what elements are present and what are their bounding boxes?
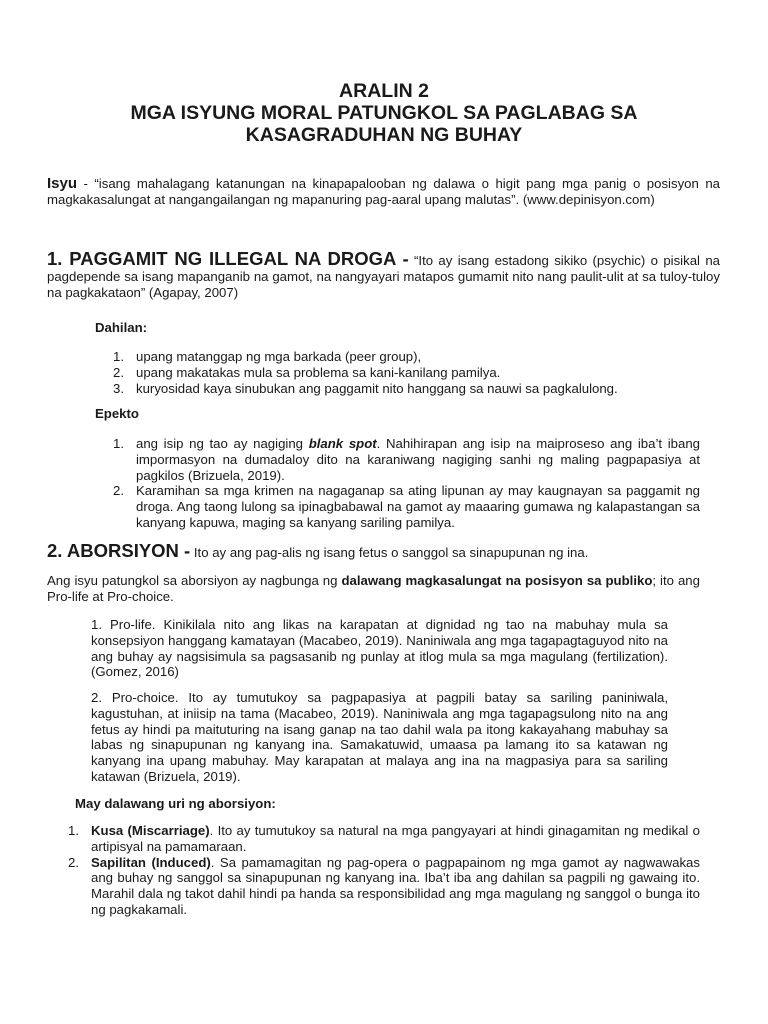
dahilan-label: Dahilan: <box>95 320 148 335</box>
list-item: 2. Sapilitan (Induced). Sa pamamagitan ng pag-opera o pagpapainom ng mga gamot ay nagwawakas ang buhay ng sanggol sa sinapupunan ng kanyang ina. Iba’t iba ang dahilan sa pagpili ng gawaing ito. Marahil dala ng takot dahil hindi pa handa sa responsibilidad ang mga magulang ng sanggol o bunga ito ng pagkakamali. <box>68 854 700 917</box>
lesson-number: ARALIN 2 <box>339 80 429 102</box>
pro-choice-paragraph: 2. Pro-choice. Ito ay tumutukoy sa pagpapasiya at pagpili batay sa sariling paniniwala, kagustuhan, at iniisip na tama (Macabeo, 2019). Naniniwala ang mga tagapagsulong nito na ang fetus ay hindi pa maituturing na isang ganap na tao dahil wala pa itong kakayahang mabuhay sa labas ng sinapupunan ng kanyang ina. Samakatuwid, umaasa pa lamang ito sa katawan ng kanyang ina upang mabuhay. May karapatan at malaya ang ina na magpasiya para sa sariling katawan (Brizuela, 2019). <box>91 690 668 784</box>
dahilan-list <box>113 349 716 396</box>
pro-life-paragraph: 1. Pro-life. Kinikilala nito ang likas na karapatan at dignidad ng tao na mabuhay mula sa konsepsiyon hanggang kamatayan (Macabeo, 2019). Naniniwala ang mga tagapagtaguyod nito na ang buhay ay nagsisimula sa pagsasanib ng punlay at itlog mula sa mga magulang (fertilization). (Gomez, 2016) <box>91 617 668 680</box>
section-2 <box>47 540 720 561</box>
lesson-title-line-2: KASAGRADUHAN NG BUHAY <box>245 124 523 146</box>
lesson-title-line-1: MGA ISYUNG MORAL PATUNGKOL SA PAGLABAG SA <box>130 102 638 124</box>
lesson-title-block <box>0 80 768 146</box>
section-1-definition: “Ito ay isang estadong sikiko (psychic) o pisikal na pagdepende sa isang mapanganib na gamot, na nangyayari matapos gumamit nito nang paulit-ulit at sa tuloy-tuloy na pagkakataon” (Agapay, 2007) <box>47 253 720 300</box>
list-item: 1. Kusa (Miscarriage). Ito ay tumutukoy sa natural na mga pangyayari at hindi ginagamitan ng medikal o artipisyal na pamamaraan. <box>68 823 700 854</box>
isyu-text: - “isang mahalagang katanungan na kinapapalooban ng dalawa o higit pang mga panig o posisyon na magkakasalungat at nangangailangan ng mapanuring pag-aaral upang malutas”. (www.depinisyon.com) <box>47 176 720 207</box>
section-2-heading: 2. ABORSIYON - <box>47 540 191 561</box>
list-item: 2. Karamihan sa mga krimen na nagaganap sa ating lipunan ay may kaugnayan sa paggamit ng droga. Ang taong lulong sa ipinagbabawal na gamot ay maaaring gumawa ng kalapastangan sa kanyang kapuwa, maging sa kanyang sariling pamilya. <box>113 483 700 530</box>
epekto-list <box>113 436 700 531</box>
section-1 <box>47 248 720 300</box>
list-item: 2. upang makatakas mula sa problema sa kani-kanilang pamilya. <box>113 364 501 380</box>
isyu-definition <box>47 176 720 208</box>
epekto-label: Epekto <box>95 406 139 421</box>
list-item: 1. ang isip ng tao ay nagiging blank spot. Nahihirapan ang isip na maiproseso ang iba’t ibang impormasyon na dumadaloy dito na karaniwang nagiging sanhi ng maling pagpapasiya at pagkilos (Brizuela, 2019). <box>113 436 700 483</box>
section-1-heading: 1. PAGGAMIT NG ILLEGAL NA DROGA - <box>47 248 409 269</box>
section-2-definition: Ito ay ang pag-alis ng isang fetus o sanggol sa sinapupunan ng ina. <box>190 545 589 560</box>
list-item: 3. kuryosidad kaya sinubukan ang paggamit nito hanggang sa nauwi sa pagkalulong. <box>113 380 618 396</box>
uri-ng-aborsiyon-label: May dalawang uri ng aborsiyon: <box>75 796 276 811</box>
isyu-term: Isyu <box>47 175 78 192</box>
list-item: 1. upang matanggap ng mga barkada (peer group), <box>113 349 422 364</box>
aborsiyon-intro: Ang isyu patungkol sa aborsiyon ay nagbunga ng dalawang magkasalungat na posisyon sa publiko; ito ang Pro-life at Pro-choice. <box>47 573 700 604</box>
blank-spot-term: blank spot <box>308 436 377 451</box>
uri-list <box>68 823 700 918</box>
